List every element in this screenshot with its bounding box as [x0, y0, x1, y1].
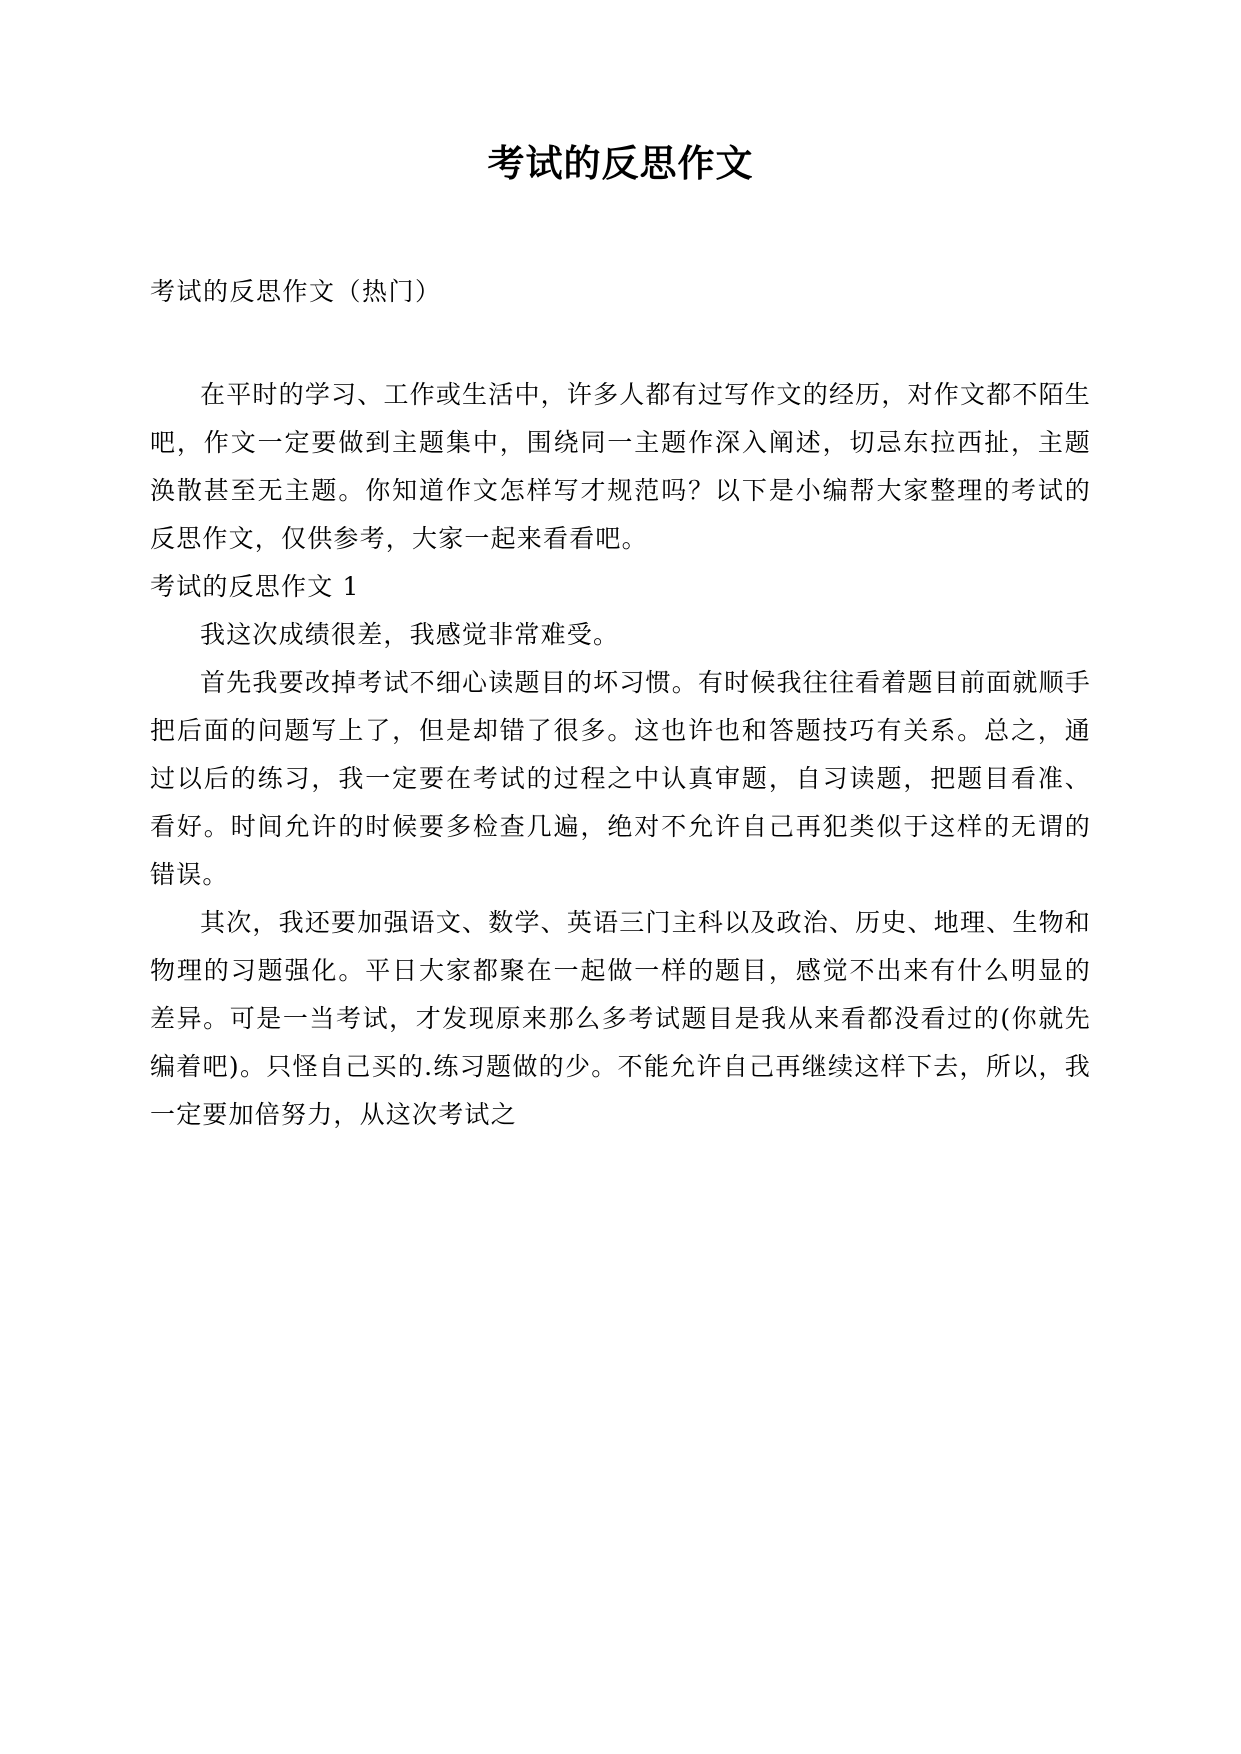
section-heading: 考试的反思作文 1 [150, 572, 360, 602]
page-title: 考试的反思作文 [487, 142, 754, 185]
body-paragraph-1: 我这次成绩很差，我感觉非常难受。 [200, 619, 620, 649]
body-paragraph-3: 其次，我还要加强语文、数学、英语三门主科以及政治、历史、地理、生物和物理的习题强化。平日大家都聚在一起做一样的题目，感觉不出来有什么明显的差异。可是一当考试，才发现原来那么多考试题目是我从来看都没看过的(你就先编着吧)。只怪自己买的.练习题做的少。不能允许自己再继续这样下去，所以，我一定要加倍努力，从这次考试之 [150, 907, 1091, 1129]
body-paragraph-2: 首先我要改掉考试不细心读题目的坏习惯。有时候我往往看着题目前面就顺手把后面的问题写上了，但是却错了很多。这也许也和答题技巧有关系。总之，通过以后的练习，我一定要在考试的过程之中认真审题，自习读题，把题目看准、看好。时间允许的时候要多检查几遍，绝对不允许自己再犯类似于这样的无谓的错误。 [150, 667, 1091, 889]
document-subtitle: 考试的反思作文（热门） [150, 276, 442, 306]
intro-paragraph: 在平时的学习、工作或生活中，许多人都有过写作文的经历，对作文都不陌生吧，作文一定要做到主题集中，围绕同一主题作深入阐述，切忌东拉西扯，主题涣散甚至无主题。你知道作文怎样写才规范吗？以下是小编帮大家整理的考试的反思作文，仅供参考，大家一起来看看吧。 [150, 380, 1091, 554]
